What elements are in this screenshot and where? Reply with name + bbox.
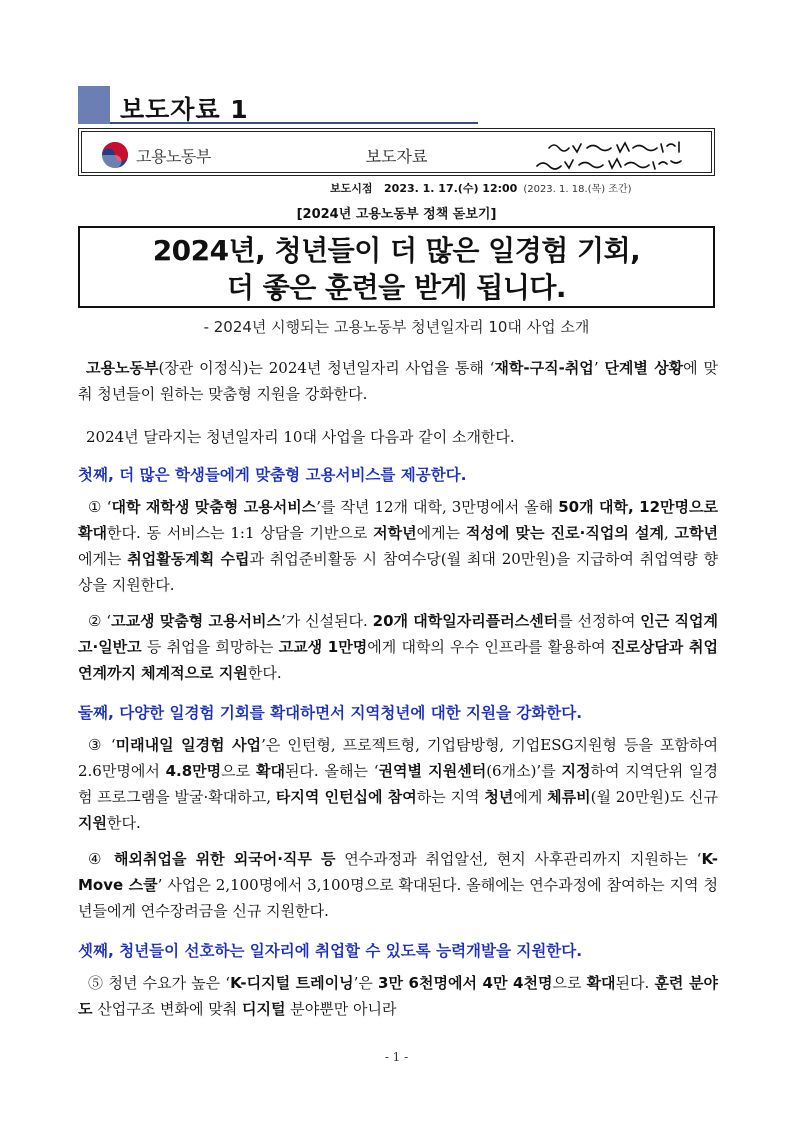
heading-second: 둘째, 다양한 일경험 기회를 확대하면서 지역청년에 대한 지원을 강화한다.	[78, 704, 583, 722]
page-number: - 1 -	[384, 1050, 409, 1064]
intro-paragraph-2: 2024년 달라지는 청년일자리 10대 사업을 다음과 같이 소개한다.	[86, 428, 515, 446]
heading-first: 첫째, 더 많은 학생들에게 맞춤형 고용서비스를 제공한다.	[78, 466, 467, 484]
release-date: 2023. 1. 17.(수) 12:00	[384, 182, 518, 195]
title-line-1: 2024년, 청년들이 더 많은 일경험 기회,	[152, 234, 641, 267]
ministry-name: 고용노동부	[136, 146, 211, 166]
release-info	[330, 180, 632, 196]
document-header	[78, 128, 715, 176]
section-tab-block	[78, 86, 110, 124]
subtitle: - 2024년 시행되는 고용노동부 청년일자리 10대 사업 소개	[203, 318, 590, 336]
item-1-paragraph: ① ‘대학 재학생 맞춤형 고용서비스’를 작년 12개 대학, 3만명에서 올해 50개 대학, 12만명으로 확대한다. 동 서비스는 1:1 상담을 기반으로 저학년에게는 적성에 맞는 진로·직업의 설계, 고학년에게는 취업활동계획 수립과 취업준비활동 시 참여수당(월 최대 20만원)을 지급하여 취업역량 향상을 지원한다.	[78, 498, 719, 594]
header-center-label: 보도자료	[365, 147, 428, 166]
title-box	[78, 226, 715, 308]
title-line-2: 더 좋은 훈련을 받게 됩니다.	[226, 271, 567, 304]
section-label: 보도자료 1	[120, 95, 249, 124]
heading-third: 셋째, 청년들이 선호하는 일자리에 취업할 수 있도록 능력개발을 지원한다.	[78, 942, 583, 960]
release-embargo: (2023. 1. 18.(목) 조간)	[523, 184, 632, 195]
item-4-paragraph: ④ 해외취업을 위한 외국어·직무 등 연수과정과 취업알선, 현지 사후관리까지 지원하는 ‘K-Move 스쿨’ 사업은 2,100명에서 3,100명으로 확대된다. 올해에는 연수과정에 참여하는 지역 청년들에게 연수장려금을 신규 지원한다.	[78, 850, 718, 920]
item-3-paragraph: ③ ‘미래내일 일경험 사업’은 인턴형, 프로젝트형, 기업탐방형, 기업ESG지원형 등을 포함하여 2.6만명에서 4.8만명으로 확대된다. 올해는 ‘권역별 지원센터(6개소)’를 지정하여 지역단위 일경험 프로그램을 발굴·확대하고, 타지역 인턴십에 참여하는 지역 청년에게 체류비(월 20만원)도 신규 지원한다.	[78, 736, 719, 832]
item-2-paragraph: ② ‘고교생 맞춤형 고용서비스’가 신설된다. 20개 대학일자리플러스센터를 선정하여 인근 직업계고·일반고 등 취업을 희망하는 고교생 1만명에게 대학의 우수 인프라를 활용하여 진로상담과 취업연계까지 체계적으로 지원한다.	[78, 612, 718, 682]
handwritten-slogan	[529, 136, 699, 174]
policy-tag: [2024년 고용노동부 정책 돋보기]	[296, 207, 497, 222]
intro-ministry: 고용노동부	[86, 359, 159, 377]
section-tab	[78, 86, 478, 124]
item-5-paragraph: ⑤ 청년 수요가 높은 ‘K-디지털 트레이닝’은 3만 6천명에서 4만 4천명으로 확대된다. 훈련 분야도 산업구조 변화에 맞춰 디지털 분야뿐만 아니라	[78, 974, 718, 1018]
release-label: 보도시점	[330, 182, 373, 195]
intro-paragraph: 고용노동부(장관 이정식)는 2024년 청년일자리 사업을 통해 ‘재학-구직-취업’ 단계별 상황에 맞춰 청년들이 원하는 맞춤형 지원을 강화한다.	[78, 359, 718, 403]
